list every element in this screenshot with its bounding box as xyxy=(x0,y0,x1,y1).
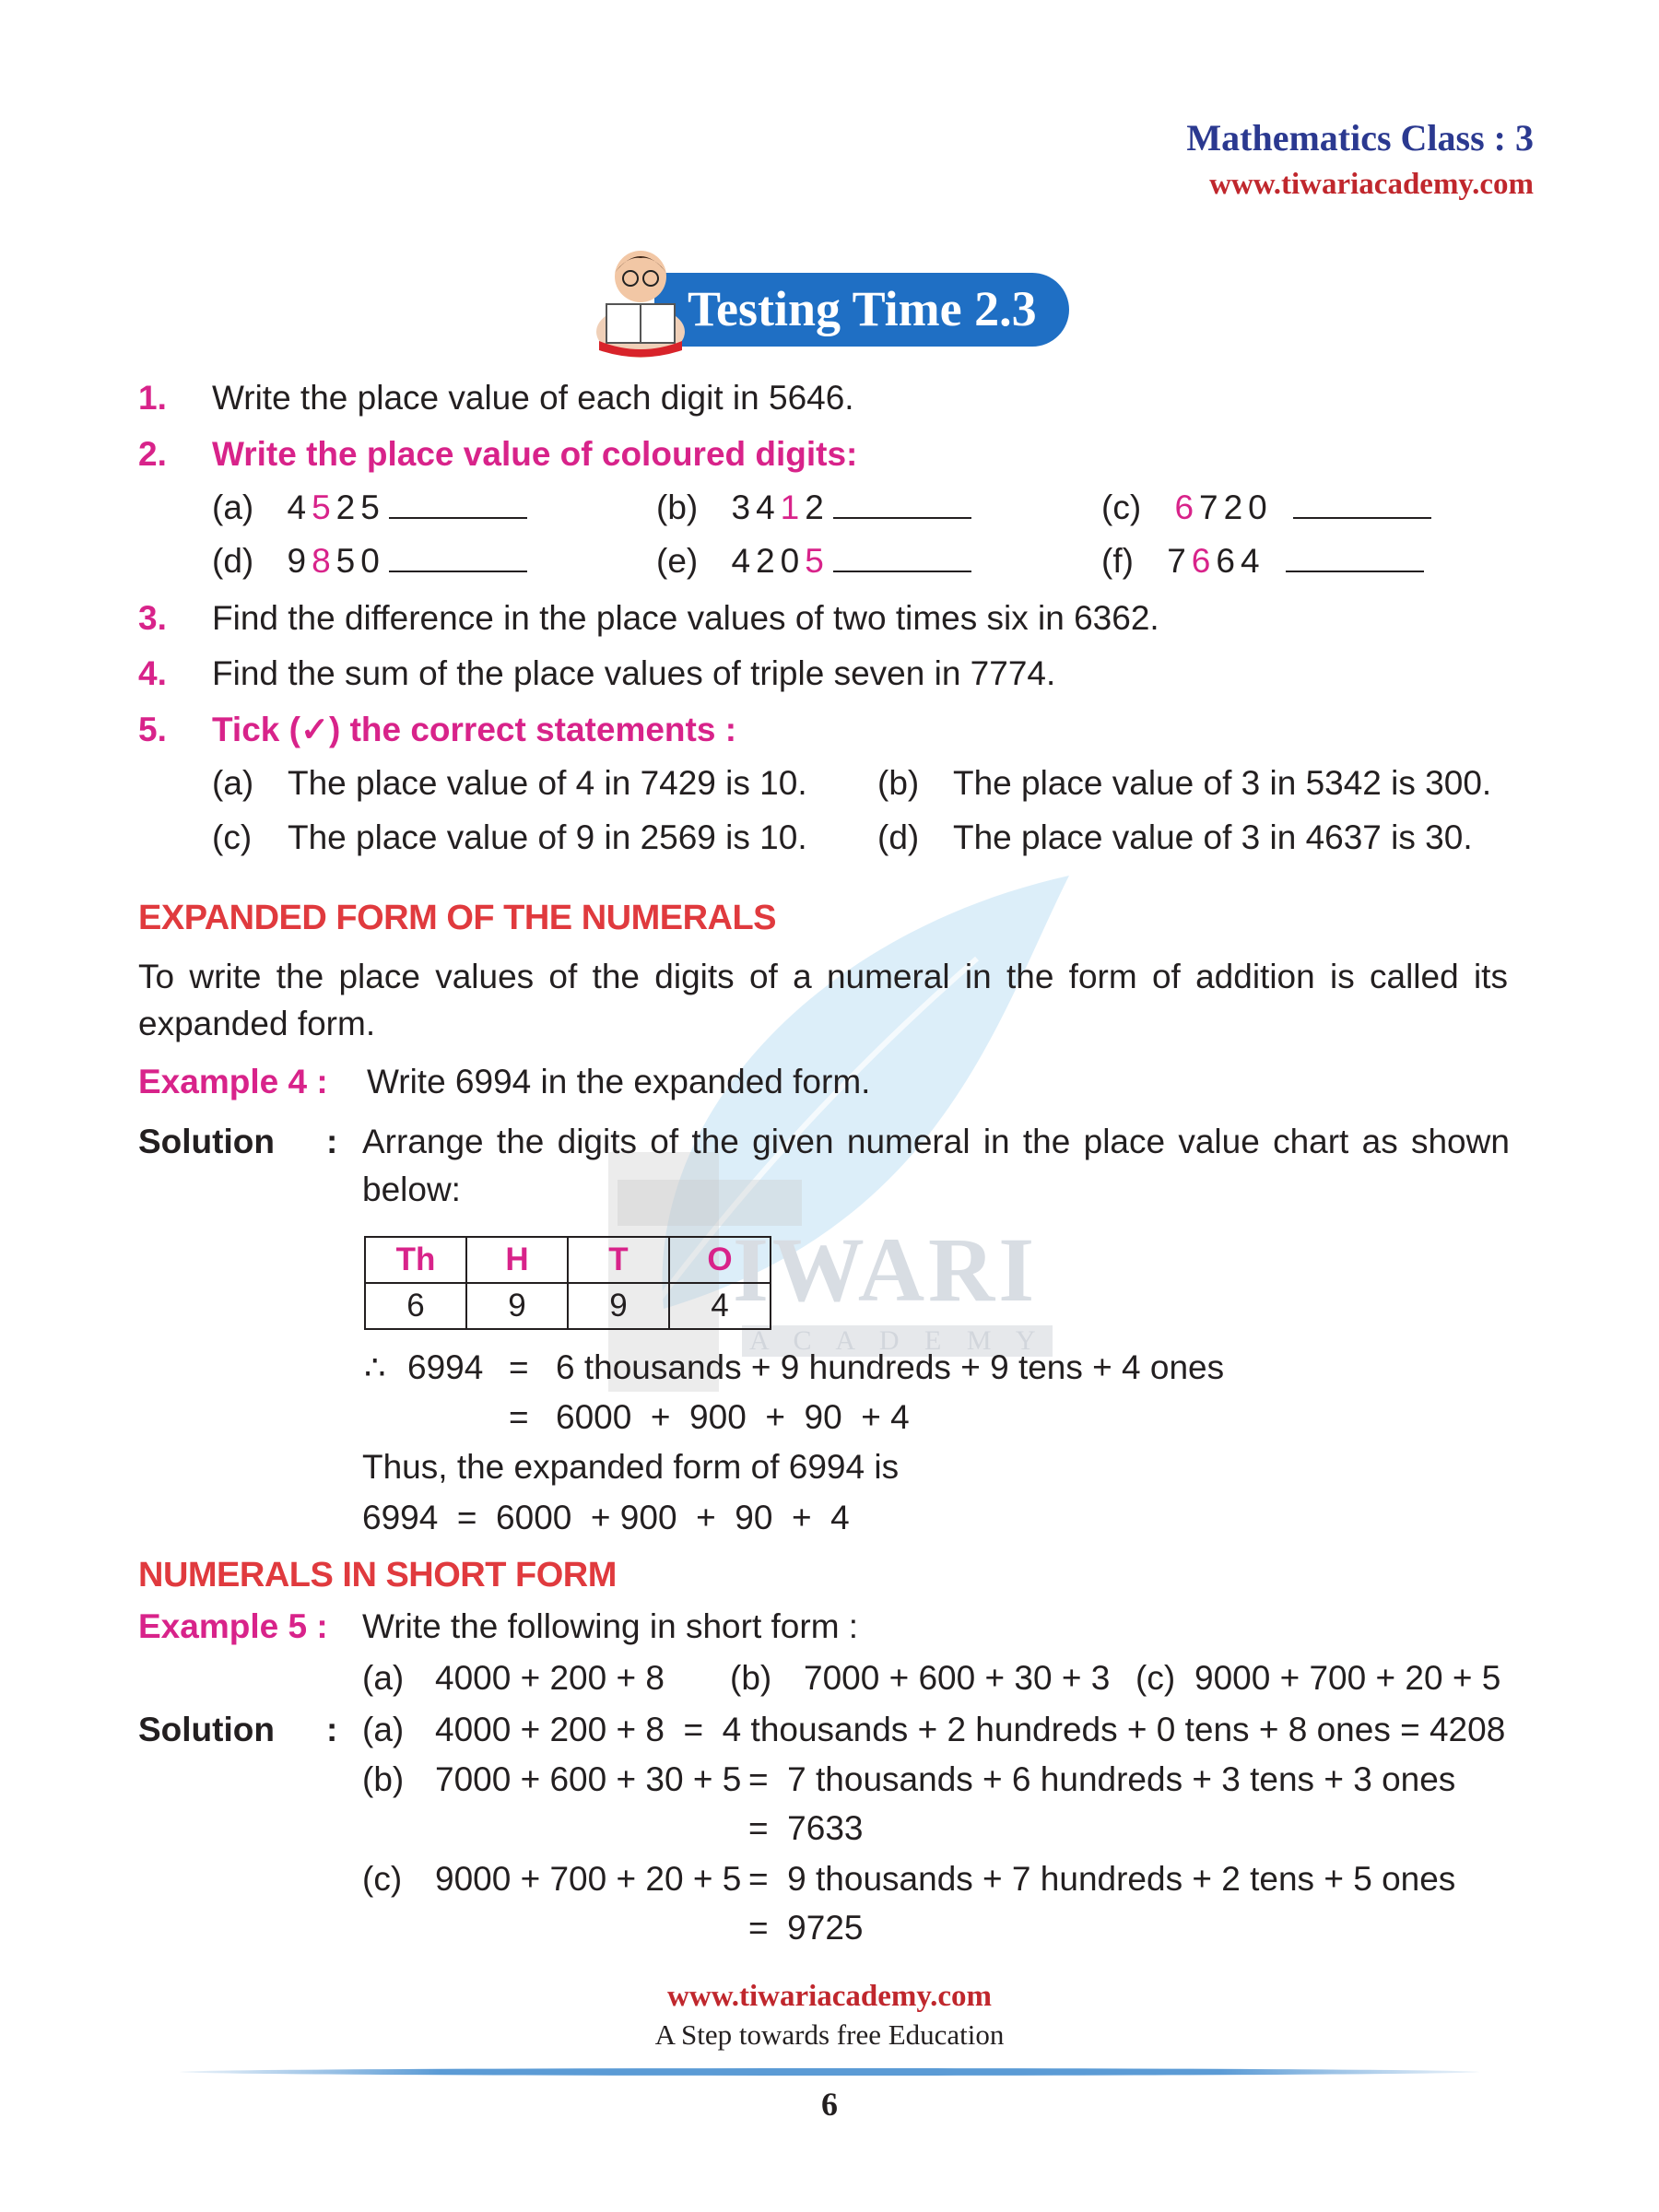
statement-text: The place value of 3 in 5342 is 300. xyxy=(953,764,1492,802)
banner-title: Testing Time 2.3 xyxy=(688,281,1037,336)
question-text: Find the sum of the place values of triple seven in 7774. xyxy=(212,654,1056,692)
reading-kid-icon xyxy=(590,240,691,359)
solution-part-text: = 7 thousands + 6 hundreds + 3 tens + 3 ones xyxy=(748,1760,1456,1798)
question-number: 2. xyxy=(138,435,167,473)
statement-label: (b) xyxy=(877,764,920,802)
q2-item: (a) 4525 xyxy=(212,490,527,524)
table-header-row xyxy=(365,1237,771,1283)
solution-text: Arrange the digits of the given numeral in the place value chart as shown xyxy=(362,1123,1510,1160)
final-equation: 6994 = 6000 + 900 + 90 + 4 xyxy=(362,1499,850,1536)
solution-label: Solution xyxy=(138,1123,275,1160)
header-subject: Mathematics Class : 3 xyxy=(1186,117,1534,159)
question-text: Write the place value of coloured digits: xyxy=(212,435,858,473)
example-label: Example 4 : xyxy=(138,1063,328,1100)
statement-label: (d) xyxy=(877,818,920,856)
question-text: Write the place value of each digit in 5646. xyxy=(212,379,854,417)
exercise-text: 9000 + 700 + 20 + 5 xyxy=(1194,1659,1501,1697)
example-text: Write the following in short form : xyxy=(362,1607,859,1645)
question-text: Find the difference in the place values of two times six in 6362. xyxy=(212,599,1159,637)
equation-rhs: 6000 + 900 + 90 + 4 xyxy=(556,1398,910,1436)
q2-item: (f) 7664 xyxy=(1101,544,1424,578)
equation-rhs: 6 thousands + 9 hundreds + 9 tens + 4 ones xyxy=(556,1348,1225,1386)
exercise-label: (a) xyxy=(362,1659,405,1697)
definition-text: expanded form. xyxy=(138,1005,376,1042)
solution-part-label: (c) xyxy=(362,1860,403,1898)
example-text: Write 6994 in the expanded form. xyxy=(367,1063,871,1100)
table-cell: 9 xyxy=(466,1283,568,1329)
exercise-text: 4000 + 200 + 8 xyxy=(435,1659,665,1697)
q2-item: (c) 6720 xyxy=(1101,490,1431,524)
table-cell: 9 xyxy=(568,1283,669,1329)
solution-label: Solution xyxy=(138,1711,275,1748)
table-header-cell: H xyxy=(466,1237,568,1283)
q2-item: (d) 9850 xyxy=(212,544,527,578)
solution-text: below: xyxy=(362,1171,461,1208)
thus-text: Thus, the expanded form of 6994 is xyxy=(362,1448,900,1486)
table-header-cell: T xyxy=(568,1237,669,1283)
solution-colon: : xyxy=(326,1123,338,1160)
footer-website: www.tiwariacademy.com xyxy=(667,1980,992,2013)
footer-divider xyxy=(180,2068,1479,2076)
section-heading: NUMERALS IN SHORT FORM xyxy=(138,1556,617,1594)
question-number: 5. xyxy=(138,711,167,748)
equals-sign: = xyxy=(509,1398,529,1436)
header-website: www.tiwariacademy.com xyxy=(1209,168,1534,201)
statement-text: The place value of 4 in 7429 is 10. xyxy=(288,764,807,802)
solution-colon: : xyxy=(326,1711,338,1748)
q2-item: (b) 3412 xyxy=(656,490,971,524)
banner xyxy=(590,240,1078,350)
solution-part-text: 9000 + 700 + 20 + 5 xyxy=(435,1860,742,1898)
exercise-text: 7000 + 600 + 30 + 3 xyxy=(804,1659,1111,1697)
solution-result: = 9725 xyxy=(748,1909,864,1947)
solution-part-text: 7000 + 600 + 30 + 5 xyxy=(435,1760,742,1798)
statement-label: (a) xyxy=(212,764,254,802)
question-number: 1. xyxy=(138,379,167,417)
example-label: Example 5 : xyxy=(138,1607,328,1645)
definition-text: To write the place values of the digits of a numeral in the form of addition is called its xyxy=(138,958,1508,995)
page-number: 6 xyxy=(821,2086,838,2123)
footer-tagline: A Step towards free Education xyxy=(654,2018,1005,2051)
solution-part-text: 4000 + 200 + 8 = 4 thousands + 2 hundreds + 0 tens + 8 ones = 4208 xyxy=(435,1711,1506,1748)
table-cell: 6 xyxy=(365,1283,466,1329)
solution-result: = 7633 xyxy=(748,1809,864,1847)
section-heading: EXPANDED FORM OF THE NUMERALS xyxy=(138,899,777,937)
therefore-symbol: ∴ xyxy=(364,1348,386,1386)
table-header-cell: O xyxy=(669,1237,771,1283)
question-number: 4. xyxy=(138,654,167,692)
equals-sign: = xyxy=(509,1348,529,1386)
exercise-label: (c) xyxy=(1135,1659,1176,1697)
statement-label: (c) xyxy=(212,818,253,856)
solution-part-label: (b) xyxy=(362,1760,405,1798)
question-text: Tick (✓) the correct statements : xyxy=(212,711,737,748)
question-number: 3. xyxy=(138,599,167,637)
solution-part-label: (a) xyxy=(362,1711,405,1748)
watermark-subtext: A C A D E M Y xyxy=(742,1325,1053,1357)
table-cell: 4 xyxy=(669,1283,771,1329)
table-row xyxy=(365,1283,771,1329)
exercise-label: (b) xyxy=(730,1659,772,1697)
statement-text: The place value of 9 in 2569 is 10. xyxy=(288,818,807,856)
statement-text: The place value of 3 in 4637 is 30. xyxy=(953,818,1473,856)
watermark-text: IWARI xyxy=(733,1218,1039,1321)
q2-item: (e) 4205 xyxy=(656,544,971,578)
solution-part-text: = 9 thousands + 7 hundreds + 2 tens + 5 ones xyxy=(748,1860,1456,1898)
equation-lhs: 6994 xyxy=(407,1348,484,1386)
place-value-table xyxy=(364,1236,771,1330)
table-header-cell: Th xyxy=(365,1237,466,1283)
